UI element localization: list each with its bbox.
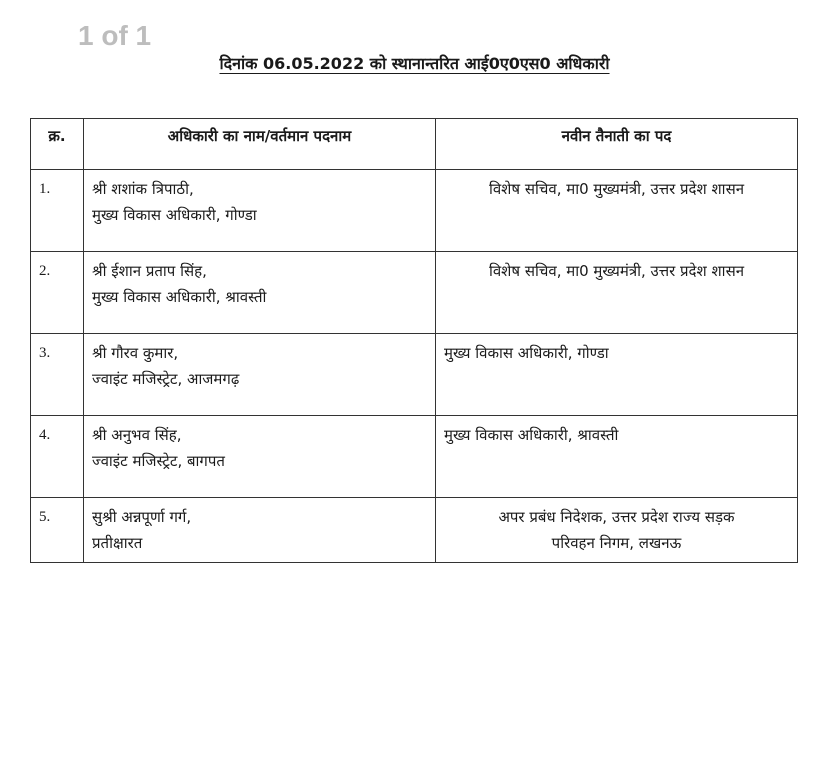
new-post-cell xyxy=(436,334,798,416)
officer-name: सुश्री अन्नपूर्णा गर्ग, xyxy=(92,508,192,526)
officer-name: श्री ईशान प्रताप सिंह, xyxy=(92,262,207,280)
serial-number: 4. xyxy=(31,416,84,498)
new-post-cell xyxy=(436,252,798,334)
new-post-line: विशेष सचिव, मा0 मुख्यमंत्री, उत्तर प्रदेश शासन xyxy=(488,180,745,198)
current-post: ज्वाइंट मजिस्ट्रेट, बागपत xyxy=(92,452,225,470)
table-row xyxy=(31,334,798,416)
current-post: ज्वाइंट मजिस्ट्रेट, आजमगढ़ xyxy=(92,370,240,388)
current-post: मुख्य विकास अधिकारी, गोण्डा xyxy=(92,206,257,224)
current-post: प्रतीक्षारत xyxy=(92,534,143,552)
table-row xyxy=(31,252,798,334)
current-post: मुख्य विकास अधिकारी, श्रावस्ती xyxy=(92,288,267,306)
document-title xyxy=(0,52,829,74)
table-row xyxy=(31,170,798,252)
serial-number: 1. xyxy=(31,170,84,252)
new-post-line-2: परिवहन निगम, लखनऊ xyxy=(551,534,682,552)
new-post-cell xyxy=(436,170,798,252)
new-post-line: अपर प्रबंध निदेशक, उत्तर प्रदेश राज्य सड़क xyxy=(498,508,735,526)
officer-name: श्री गौरव कुमार, xyxy=(92,344,179,362)
officer-name: श्री अनुभव सिंह, xyxy=(92,426,182,444)
serial-number: 3. xyxy=(31,334,84,416)
officer-cell xyxy=(84,252,436,334)
header-serial: क्र. xyxy=(31,119,84,170)
officer-cell xyxy=(84,170,436,252)
officer-cell xyxy=(84,498,436,563)
table-row xyxy=(31,498,798,563)
new-post-line: विशेष सचिव, मा0 मुख्यमंत्री, उत्तर प्रदेश शासन xyxy=(488,262,745,280)
table-header-row xyxy=(31,119,798,170)
transfer-table xyxy=(30,118,798,563)
table-row xyxy=(31,416,798,498)
new-post-cell xyxy=(436,416,798,498)
page-counter: 1 of 1 xyxy=(78,20,152,51)
header-new-post: नवीन तैनाती का पद xyxy=(436,119,798,170)
new-post-line: मुख्य विकास अधिकारी, गोण्डा xyxy=(444,344,609,362)
officer-cell xyxy=(84,334,436,416)
serial-number: 2. xyxy=(31,252,84,334)
new-post-line: मुख्य विकास अधिकारी, श्रावस्ती xyxy=(444,426,619,444)
document-title-text: दिनांक 06.05.2022 को स्थानान्तरित आई0ए0एस0 अधिकारी xyxy=(219,54,610,73)
new-post-cell xyxy=(436,498,798,563)
header-officer: अधिकारी का नाम/वर्तमान पदनाम xyxy=(84,119,436,170)
officer-name: श्री शशांक त्रिपाठी, xyxy=(92,180,194,198)
serial-number: 5. xyxy=(31,498,84,563)
officer-cell xyxy=(84,416,436,498)
